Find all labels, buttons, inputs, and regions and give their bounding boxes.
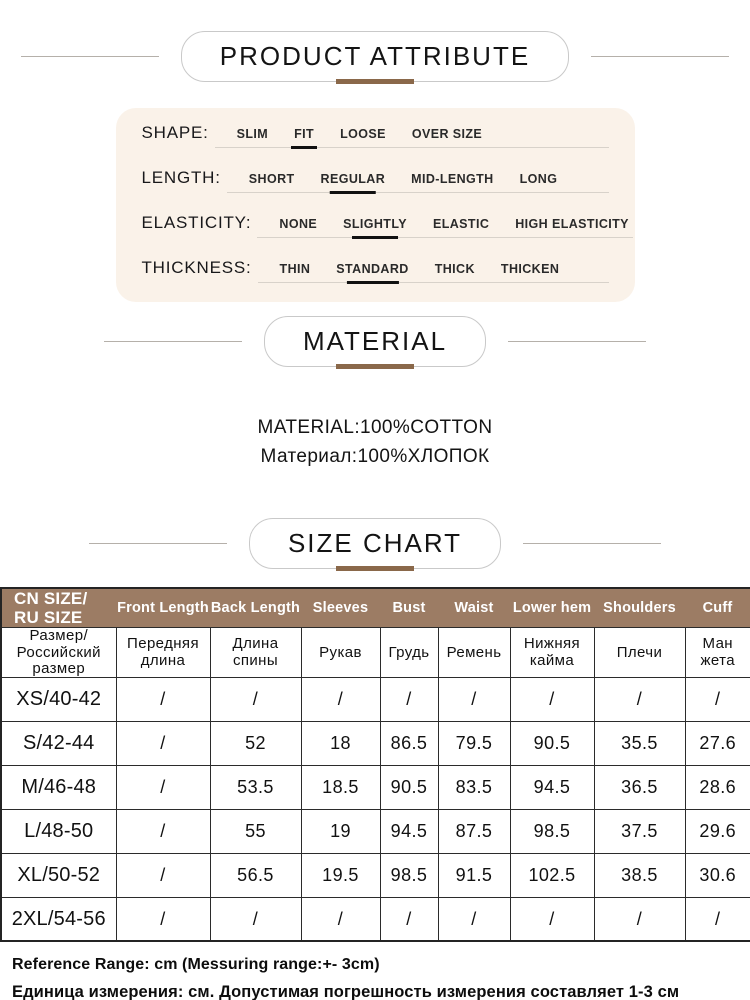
table-cell: 98.5 — [380, 853, 438, 897]
table-header-cell: Рукав — [301, 628, 380, 678]
table-header-cell: Shoulders — [594, 588, 685, 628]
product-attribute-header — [0, 0, 750, 82]
material-text — [0, 413, 750, 472]
table-header-cell — [685, 628, 750, 678]
attribute-panel — [116, 108, 635, 302]
table-cell: 56.5 — [210, 853, 301, 897]
table-cell: / — [380, 897, 438, 941]
header-line: Ман — [702, 635, 733, 653]
material-header — [0, 316, 750, 367]
table-cell: / — [116, 677, 210, 721]
table-row — [1, 721, 750, 765]
table-cell: / — [438, 677, 510, 721]
size-chart-title-pill — [249, 518, 501, 569]
header-line: спины — [232, 651, 279, 669]
table-cell: 38.5 — [594, 853, 685, 897]
material-title: MATERIAL — [302, 326, 448, 356]
table-cell: / — [594, 897, 685, 941]
table-cell: 87.5 — [438, 809, 510, 853]
product-attribute-title-pill — [181, 31, 569, 82]
table-cell: 36.5 — [594, 765, 685, 809]
table-cell: / — [210, 677, 301, 721]
table-header-cell: Waist — [438, 588, 510, 628]
attribute-option: THIN — [279, 262, 311, 276]
reference-notes — [0, 956, 750, 1000]
divider-line — [523, 543, 661, 544]
attribute-row-shape — [142, 123, 609, 168]
table-header-cell: Грудь — [380, 628, 438, 678]
title-underline-accent — [336, 566, 414, 571]
attribute-label: THICKNESS: — [141, 258, 252, 277]
product-attribute-title: PRODUCT ATTRIBUTE — [219, 41, 531, 71]
table-cell: 35.5 — [594, 721, 685, 765]
size-cell: XS/40-42 — [1, 677, 116, 721]
divider-line — [508, 341, 646, 342]
attribute-option: LOOSE — [340, 127, 386, 141]
size-chart-title: SIZE CHART — [287, 527, 463, 558]
table-cell: 86.5 — [380, 721, 438, 765]
header-line: длина — [140, 651, 186, 669]
table-cell: 52 — [210, 721, 301, 765]
table-header-cell: Плечи — [594, 628, 685, 678]
attribute-option: SHORT — [248, 172, 295, 186]
size-chart-table — [0, 587, 750, 943]
table-header-cell: Ремень — [438, 628, 510, 678]
header-line: CN SIZE/ — [14, 589, 88, 609]
table-cell: 53.5 — [210, 765, 301, 809]
table-row — [1, 765, 750, 809]
table-cell: / — [116, 765, 210, 809]
table-cell: / — [510, 897, 594, 941]
attribute-label: LENGTH: — [141, 168, 221, 187]
table-cell: 29.6 — [685, 809, 750, 853]
attribute-option: MID-LENGTH — [411, 172, 494, 186]
table-cell: 18.5 — [301, 765, 380, 809]
table-cell: / — [685, 897, 750, 941]
table-cell: / — [301, 677, 380, 721]
attribute-option: LONG — [519, 172, 558, 186]
table-cell: / — [685, 677, 750, 721]
table-cell: / — [116, 809, 210, 853]
attribute-option: THICKEN — [500, 262, 560, 276]
table-cell: 102.5 — [510, 853, 594, 897]
table-cell: 83.5 — [438, 765, 510, 809]
material-line-en: MATERIAL:100%COTTON — [257, 417, 493, 438]
material-line-ru: Материал:100%ХЛОПОК — [260, 446, 490, 468]
header-line: Российский — [16, 643, 101, 661]
attribute-option: OVER SIZE — [411, 127, 483, 141]
size-chart-header — [0, 518, 750, 569]
table-cell: / — [116, 897, 210, 941]
title-underline-accent — [336, 364, 414, 369]
header-line: Размер/ — [29, 627, 89, 645]
attribute-row-elasticity — [141, 213, 629, 258]
header-line: Длина — [232, 635, 279, 653]
table-header-cell — [116, 628, 210, 678]
table-header-cell: Bust — [380, 588, 438, 628]
table-row — [1, 677, 750, 721]
size-cell: XL/50-52 — [1, 853, 116, 897]
table-cell: / — [116, 853, 210, 897]
table-row — [1, 897, 750, 941]
attribute-label: ELASTICITY: — [141, 213, 252, 232]
table-row — [1, 809, 750, 853]
table-header-cell: Front Length — [116, 588, 210, 628]
table-cell: 79.5 — [438, 721, 510, 765]
attribute-row-thickness — [142, 258, 609, 303]
table-cell: 98.5 — [510, 809, 594, 853]
table-cell: / — [438, 897, 510, 941]
table-cell: 90.5 — [510, 721, 594, 765]
size-cell: L/48-50 — [1, 809, 116, 853]
attribute-option: SLIM — [236, 127, 269, 141]
table-cell: 90.5 — [380, 765, 438, 809]
attribute-row-length — [142, 168, 609, 213]
attribute-option-selected: SLIGHTLY — [343, 217, 407, 231]
table-cell: / — [510, 677, 594, 721]
table-header-cell: Back Length — [210, 588, 301, 628]
header-line: размер — [32, 659, 86, 677]
divider-line — [21, 56, 159, 57]
size-cell: 2XL/54-56 — [1, 897, 116, 941]
table-cell: 94.5 — [380, 809, 438, 853]
attribute-options — [258, 262, 609, 283]
material-title-pill — [264, 316, 486, 367]
attribute-option: NONE — [279, 217, 318, 231]
table-cell: 55 — [210, 809, 301, 853]
size-cell: M/46-48 — [1, 765, 116, 809]
table-header-cell: Lower hem — [510, 588, 594, 628]
table-cell: / — [301, 897, 380, 941]
attribute-options — [227, 172, 609, 193]
attribute-option: ELASTIC — [432, 217, 490, 231]
header-line: Нижняя — [523, 635, 581, 653]
attribute-options — [257, 217, 633, 238]
table-cell: 30.6 — [685, 853, 750, 897]
table-cell: / — [594, 677, 685, 721]
table-cell: 94.5 — [510, 765, 594, 809]
table-header-row-en — [1, 588, 750, 628]
table-cell: 18 — [301, 721, 380, 765]
table-header-cell: Sleeves — [301, 588, 380, 628]
attribute-label: SHAPE: — [141, 123, 209, 142]
divider-line — [104, 341, 242, 342]
table-cell: / — [210, 897, 301, 941]
table-cell: 19.5 — [301, 853, 380, 897]
table-header-cell — [510, 628, 594, 678]
table-cell: 19 — [301, 809, 380, 853]
table-header-cell — [1, 628, 116, 678]
divider-line — [89, 543, 227, 544]
attribute-options — [215, 127, 609, 148]
table-cell: 27.6 — [685, 721, 750, 765]
table-header-row-ru — [1, 628, 750, 678]
title-underline-accent — [336, 79, 414, 84]
table-cell: / — [380, 677, 438, 721]
divider-line — [591, 56, 729, 57]
table-cell: 28.6 — [685, 765, 750, 809]
header-line: Передняя — [127, 635, 199, 653]
table-cell: 37.5 — [594, 809, 685, 853]
table-cell: / — [116, 721, 210, 765]
table-header-cell — [1, 588, 116, 628]
header-line: кайма — [529, 651, 575, 669]
size-cell: S/42-44 — [1, 721, 116, 765]
table-cell: 91.5 — [438, 853, 510, 897]
header-line: жета — [700, 651, 736, 669]
header-line: RU SIZE — [14, 608, 83, 628]
reference-note-en: Reference Range: cm (Messuring range:+- 3cm) — [12, 956, 380, 974]
table-row — [1, 853, 750, 897]
attribute-option: HIGH ELASTICITY — [515, 217, 629, 231]
table-header-cell: Cuff — [685, 588, 750, 628]
attribute-option-selected: STANDARD — [336, 262, 409, 276]
reference-note-ru: Единица измерения: см. Допустимая погрешность измерения составляет 1-3 см — [12, 983, 680, 1000]
attribute-option-selected: FIT — [294, 127, 315, 141]
attribute-option: THICK — [434, 262, 475, 276]
table-header-cell — [210, 628, 301, 678]
attribute-option-selected: REGULAR — [320, 172, 386, 186]
